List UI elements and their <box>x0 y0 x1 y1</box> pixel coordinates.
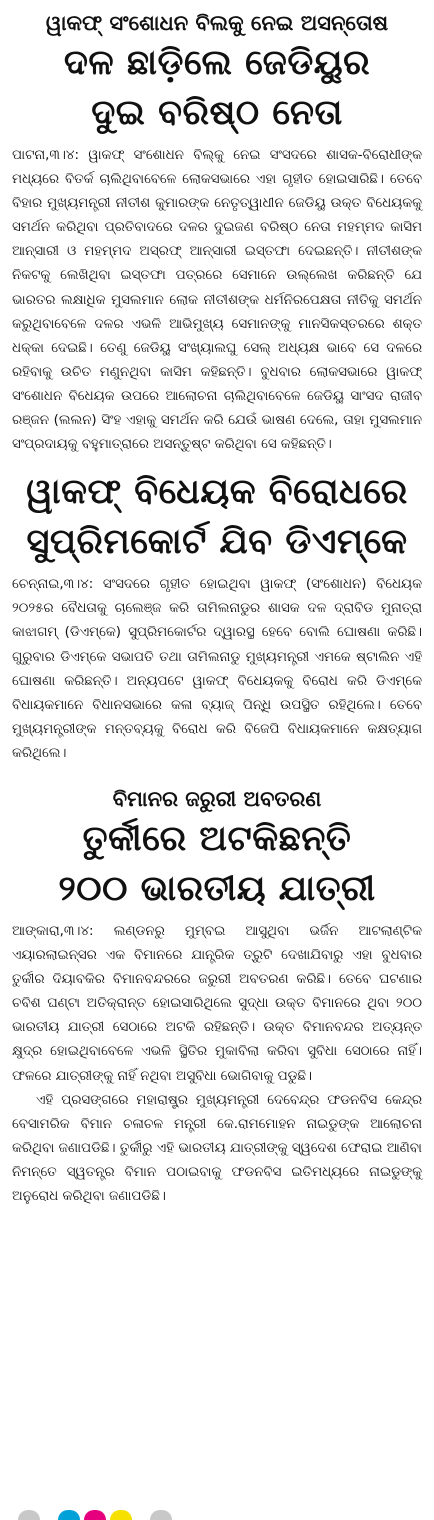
headline-line: ସୁପ୍ରିମକୋର୍ଟ ଯିବ ଡିଏମ୍‌କେ <box>26 522 408 563</box>
headline-line: ତୁର୍କୀରେ ଅଟକିଛନ୍ତି <box>82 818 352 859</box>
headline-line: ୨୦୦ ଭାରତୀୟ ଯାତ୍ରୀ <box>58 868 376 909</box>
article-body: ଏହି ପ୍ରସଙ୍ଗରେ ମହାରାଷ୍ଟ୍ର ମୁଖ୍ୟମନ୍ତ୍ରୀ ଦେବେନ୍ଦ୍ର ଫଡନବିସ କେନ୍ଦ୍ର ବେସାମରିକ ବିମାନ ଚଳାଚଳ ମନ୍ତ୍ରୀ କେ.ରାମମୋହନ ନାଇଡୁଙ୍କ ଆଲୋଚନା କରିଥିବା ଜଣାପଡିଛି। ତୁର୍କୀରୁ ଏହି ଭାରତୀୟ ଯାତ୍ରୀଙ୍କୁ ସ୍ୱଦେଶ ଫେରାଇ ଆଣିବା ନିମନ୍ତେ ସ୍ୱତନ୍ତ୍ର ବିମାନ ପଠାଇବାକୁ ଫଡନବିସ ଇତିମଧ୍ୟରେ ନାଇଡୁଙ୍କୁ ଅନୁରୋଧ କରିଥିବା ଜଣାପଡିଛି। <box>12 1092 422 1204</box>
newspaper-page <box>0 8 434 1520</box>
article-body: ଚେନ୍ନାଇ,୩।୪: ସଂସଦରେ ଗୃହୀତ ହୋଇଥିବା ୱାକଫ୍ (ସଂଶୋଧନ) ବିଧେୟକ ୨୦୨୫ର ବୈଧତାକୁ ଚାଲେଞ୍ଜ କରି ତାମିଲନାଡୁର ଶାସକ ଦଳ ଦ୍ରାବିଡ ମୁନାତ୍ରା କାଝାଗମ୍ (ଡିଏମ୍‌କେ) ସୁପ୍ରିମକୋର୍ଟର ଦ୍ୱାରସ୍ଥ ହେବେ ବୋଲି ଘୋଷଣା କରିଛି। ଗୁରୁବାର ଡିଏମ୍‌କେ ସଭାପତି ତଥା ତାମିଲନାଡୁ ମୁଖ୍ୟମନ୍ତ୍ରୀ ଏମକେ ଷ୍ଟାଲିନ ଏହି ଘୋଷଣା କରିଛନ୍ତି। ଅନ୍ୟପଟେ ୱାକଫ୍ ବିଧେୟକକୁ ବିରୋଧ କରି ଡିଏମ୍‌କେ ବିଧାୟକମାନେ ବିଧାନସଭାରେ କଳା ବ୍ୟାଜ୍ ପିନ୍ଧି ଉପସ୍ଥିତ ରହିଥିଲେ। ତେବେ ମୁଖ୍ୟମନ୍ତ୍ରୀଙ୍କ ମନ୍ତବ୍ୟକୁ ବିରୋଧ କରି ବିଜେପି ବିଧାୟକମାନେ କକ୍ଷତ୍ୟାଗ କରିଥିଲେ। <box>12 577 422 761</box>
registration-marks <box>0 1508 434 1520</box>
article-turkey-flight <box>10 784 424 1209</box>
article-body: ପାଟନା,୩।୪: ୱାକଫ୍ ସଂଶୋଧନ ବିଲ୍‌କୁ ନେଇ ସଂସଦରେ ଶାସକ-ବିରୋଧୀଙ୍କ ମଧ୍ୟରେ ବିତର୍କ ଚାଲିଥିବାବେଳେ ଲୋକସଭାରେ ଏହା ଗୃହୀତ ହୋଇସାରିଛି। ତେବେ ବିହାର ମୁଖ୍ୟମନ୍ତ୍ରୀ ନୀତୀଶ କୁମାରଙ୍କ ନେତୃତ୍ୱାଧୀନ ଜେଡିୟୁ ଉକ୍ତ ବିଧେୟକକୁ ସମର୍ଥନ କରିଥିବା ପ୍ରତିବାଦରେ ଦଳର ଦୁଇଜଣ ବରିଷ୍ଠ ନେତା ମହମ୍ମଦ କାସିମ ଆନ୍‌ସାରୀ ଓ ମହମ୍ମଦ ଅସ୍ରଫ୍ ଆନ୍‌ସାରୀ ଇସ୍ତଫା ଦେଇଛନ୍ତି। ନୀତୀଶଙ୍କ ନିକଟକୁ ଲେଖିଥିବା ଇସ୍ତଫା ପତ୍ରରେ ସେମାନେ ଉଲ୍ଲେଖ କରିଛନ୍ତି ଯେ ଭାରତର ଲକ୍ଷାଧିକ ମୁସଲମାନ ଲୋକ ନୀତୀଶଙ୍କ ଧର୍ମନିରପେକ୍ଷତା ନୀତିକୁ ସମର୍ଥନ କରୁଥିବାବେଳେ ଦଳର ଏଭଳି ଆଭିମୁଖ୍ୟ ସେମାନଙ୍କୁ ମାନସିକସ୍ତରରେ ଶକ୍ତ ଧକ୍କା ଦେଇଛି। ତେଣୁ ଜେଡିୟୁ ସଂଖ୍ୟାଲଘୁ ସେଲ୍ ଅଧ୍ୟକ୍ଷ ଭାବେ ସେ ଦଳରେ ରହିବାକୁ ଉଚିତ ମଣୁନଥିବା କାସିମ କହିଛନ୍ତି। ବୁଧବାର ଲୋକସଭାରେ ୱାକଫ୍ ସଂଶୋଧନ ବିଧେୟକ ଉପରେ ଆଲୋଚନା ଚାଲିଥିବାବେଳେ ଜେଡିୟୁ ସାଂସଦ ରାଜୀବ ରଞ୍ଜନ (ଲଲନ) ସିଂହ ଏହାକୁ ସମର୍ଥନ କରି ଯେଉଁ ଭାଷଣ ଦେଲେ, ତାହା ମୁସଲମାନ ସଂପ୍ରଦାୟକୁ ବହୁମାତ୍ରାରେ ଅସନ୍ତୁଷ୍ଟ କରିଥିବା ସେ କହିଛନ୍ତି। <box>12 148 422 453</box>
article-dmk <box>10 467 424 766</box>
article-body: ଆଙ୍କାରା,୩।୪: ଲଣ୍ଡନରୁ ମୁମ୍ବଇ ଆସୁଥିବା ଭର୍ଜିନ ଆଟଲାଣ୍ଟିକ ଏୟାରଲାଇନ୍ସର ଏକ ବିମାନରେ ଯାନ୍ତ୍ରିକ ତ୍ରୁଟି ଦେଖାଯିବାରୁ ଏହା ବୁଧବାର ତୁର୍କୀର ଦିୟାବକିର ବିମାନବନ୍ଦରରେ ଜରୁରୀ ଅବତରଣ କରିଛି। ତେବେ ଘଟଣାର ଚବିଶ ଘଣ୍ଟା ଅତିକ୍ରାନ୍ତ ହୋଇସାରିଥିଲେ ସୁଦ୍ଧା ଉକ୍ତ ବିମାନରେ ଥିବା ୨୦୦ ଭାରତୀୟ ଯାତ୍ରୀ ସେଠାରେ ଅଟକି ରହିଛନ୍ତି। ଉକ୍ତ ବିମାନବନ୍ଦର ଅତ୍ୟନ୍ତ କ୍ଷୁଦ୍ର ହୋଇଥିବାବେଳେ ଏଭଳି ସ୍ଥିତିର ମୁକାବିଲା କରିବା ସୁବିଧା ସେଠାରେ ନାହିଁ। ଫଳରେ ଯାତ୍ରୀଙ୍କୁ ନାହିଁ ନଥିବା ଅସୁବିଧା ଭୋଗିବାକୁ ପଡୁଛି। <box>12 923 422 1084</box>
article-kicker: ୱାକଫ୍ ସଂଶୋଧନ ବିଲକୁ ନେଇ ଅସନ୍ତୋଷ <box>45 11 389 35</box>
headline-line: ଦଳ ଛାଡ଼ିଲେ ଜେଡିୟୁର <box>63 43 371 83</box>
article-jdu <box>10 8 424 457</box>
headline-line: ଦୁଇ ବରିଷ୍ଠ ନେତା <box>91 93 343 133</box>
headline-line: ୱାକଫ୍ ବିଧେୟକ ବିରୋଧରେ <box>26 472 408 513</box>
article-kicker: ବିମାନର ଜରୁରୀ ଅବତରଣ <box>112 786 322 811</box>
